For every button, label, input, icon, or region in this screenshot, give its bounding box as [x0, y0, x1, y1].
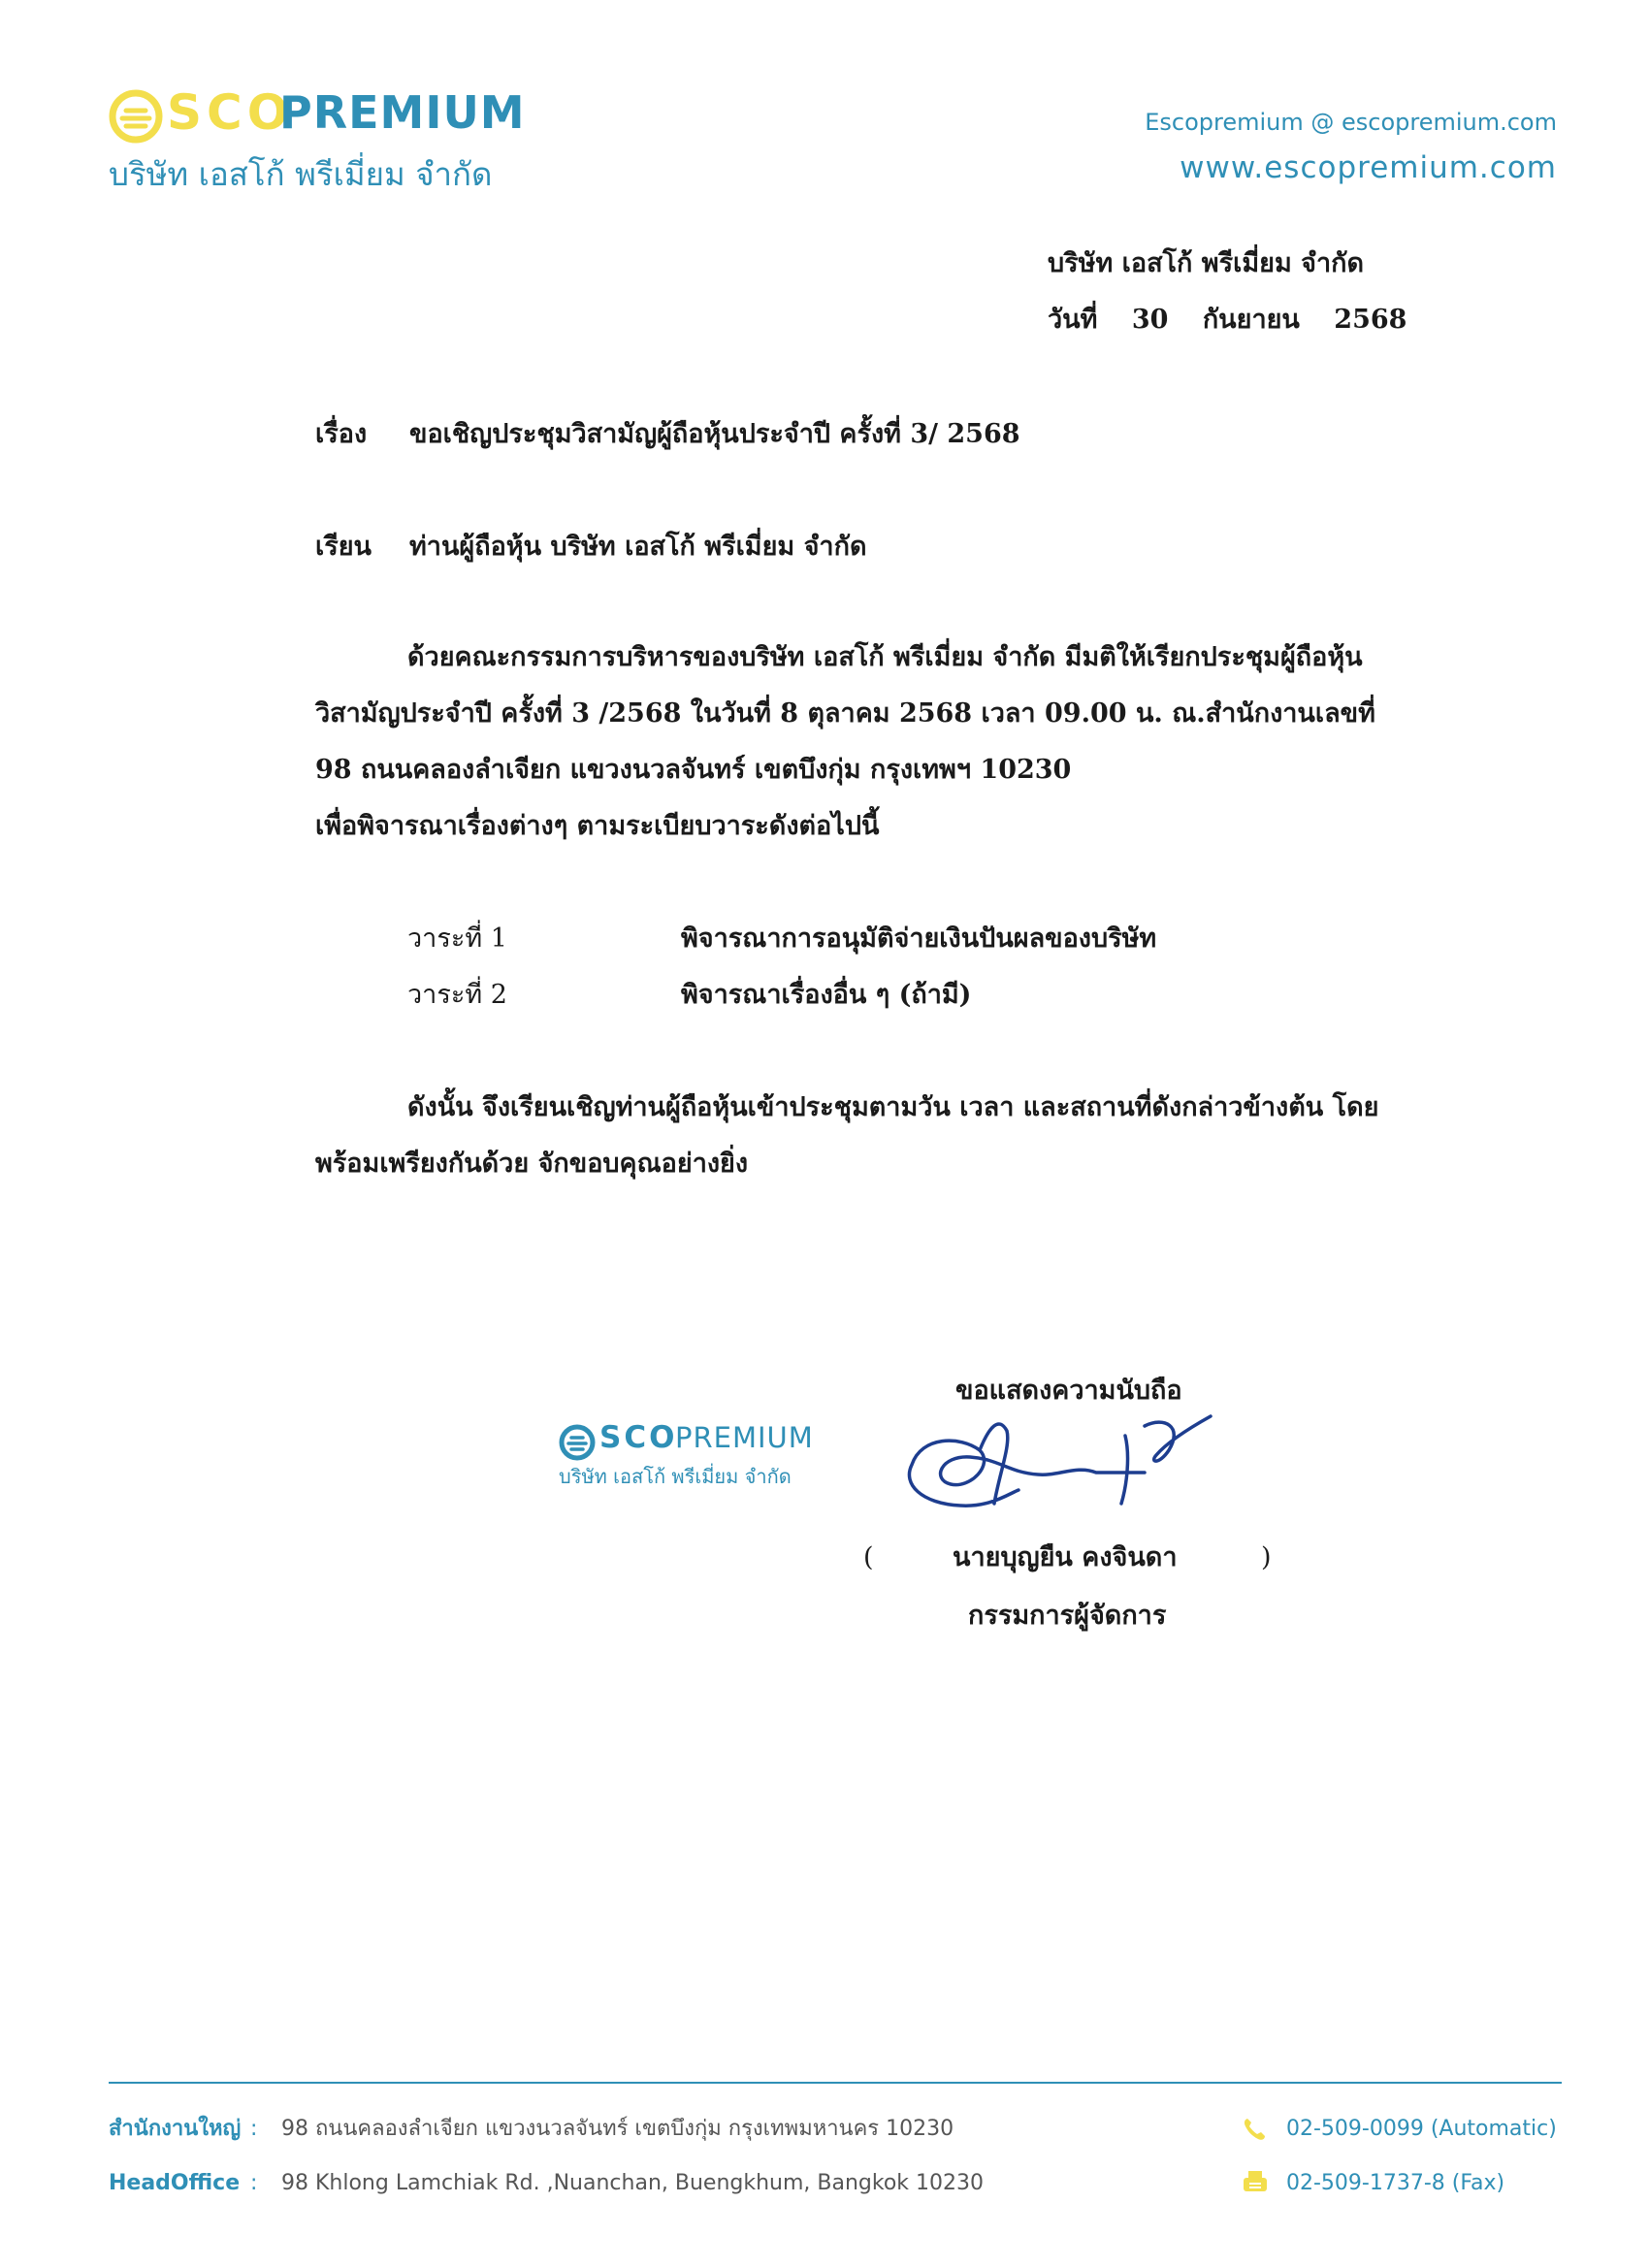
- header-email: Escopremium @ escopremium.com: [1145, 109, 1557, 136]
- footer-en-label: HeadOffice: [109, 2171, 241, 2195]
- subject-label: เรื่อง: [315, 419, 368, 449]
- footer-thai-label: สำนักงานใหญ่: [109, 2117, 242, 2141]
- letter-company: บริษัท เอสโก้ พรีเมี่ยม จำกัด: [1048, 248, 1365, 278]
- agenda-text: พิจารณาการอนุมัติจ่ายเงินปันผลของบริษัท: [681, 923, 1157, 954]
- footer-colon: :: [250, 2117, 258, 2141]
- signer-paren-open: (: [863, 1542, 874, 1572]
- date-day: 30: [1131, 305, 1169, 335]
- stamp-sco-text: SCO: [599, 1420, 678, 1455]
- date-label: วันที่: [1048, 305, 1098, 335]
- body-line-1: ด้วยคณะกรรมการบริหารของบริษัท เอสโก้ พรีเมี่ยม จำกัด มีมติให้เรียกประชุมผู้ถือหุ้น: [407, 642, 1363, 672]
- conclusion-line-1: ดังนั้น จึงเรียนเชิญท่านผู้ถือหุ้นเข้าประชุมตามวัน เวลา และสถานที่ดังกล่าวข้างต้น โดย: [407, 1092, 1379, 1122]
- subject-text: ขอเชิญประชุมวิสามัญผู้ถือหุ้นประจำปี ครั้งที่ 3/ 2568: [409, 419, 1020, 449]
- logo-sco-text: SCO: [167, 84, 294, 141]
- signer-title: กรรมการผู้จัดการ: [968, 1601, 1167, 1631]
- footer-fax: 02-509-1737-8 (Fax): [1286, 2171, 1505, 2195]
- company-name-thai: บริษัท เอสโก้ พรีเมี่ยม จำกัด: [109, 155, 493, 193]
- handwritten-signature: [902, 1397, 1212, 1523]
- conclusion-line-2: พร้อมเพรียงกันด้วย จักขอบคุณอย่างยิ่ง: [315, 1149, 749, 1179]
- agenda-text: พิจารณาเรื่องอื่น ๆ (ถ้ามี): [681, 980, 972, 1010]
- logo-premium-text: PREMIUM: [279, 86, 526, 139]
- body-line-2: วิสามัญประจำปี ครั้งที่ 3 /2568 ในวันที่ 8 ตุลาคม 2568 เวลา 09.00 น. ณ.สำนักงานเลขที่: [315, 698, 1375, 729]
- stamp-logo-icon: [559, 1424, 596, 1461]
- footer-colon: :: [250, 2171, 258, 2195]
- signer-name: นายบุญยืน คงจินดา: [953, 1542, 1178, 1572]
- stamp-premium-text: PREMIUM: [675, 1421, 814, 1454]
- stamp-company-thai: บริษัท เอสโก้ พรีเมี่ยม จำกัด: [559, 1465, 792, 1488]
- fax-icon: [1242, 2169, 1269, 2194]
- date-month: กันยายน: [1202, 305, 1300, 335]
- closing-text: ขอแสดงความนับถือ: [955, 1376, 1182, 1406]
- footer-divider: [109, 2082, 1562, 2084]
- header-website: www.escopremium.com: [1180, 150, 1557, 185]
- body-line-3: 98 ถนนคลองลำเจียก แขวงนวลจันทร์ เขตบึงกุ่ม กรุงเทพฯ 10230: [315, 755, 1072, 785]
- phone-icon: [1242, 2117, 1267, 2142]
- footer-phone: 02-509-0099 (Automatic): [1286, 2117, 1557, 2141]
- letter-date: [1048, 303, 1406, 338]
- footer-en-address: 98 Khlong Lamchiak Rd. ,Nuanchan, Buengkhum, Bangkok 10230: [281, 2171, 985, 2195]
- recipient-text: ท่านผู้ถือหุ้น บริษัท เอสโก้ พรีเมี่ยม จำกัด: [409, 532, 867, 562]
- signer-paren-close: ): [1261, 1542, 1272, 1572]
- agenda-number: วาระที่ 2: [407, 980, 507, 1010]
- body-line-4: เพื่อพิจารณาเรื่องต่างๆ ตามระเบียบวาระดังต่อไปนี้: [315, 811, 880, 841]
- agenda-number: วาระที่ 1: [407, 923, 507, 954]
- recipient-label: เรียน: [315, 532, 372, 562]
- esco-logo-icon: [109, 89, 163, 144]
- footer-thai-address: 98 ถนนคลองลำเจียก แขวงนวลจันทร์ เขตบึงกุ่ม กรุงเทพมหานคร 10230: [281, 2117, 954, 2141]
- date-year: 2568: [1334, 305, 1407, 335]
